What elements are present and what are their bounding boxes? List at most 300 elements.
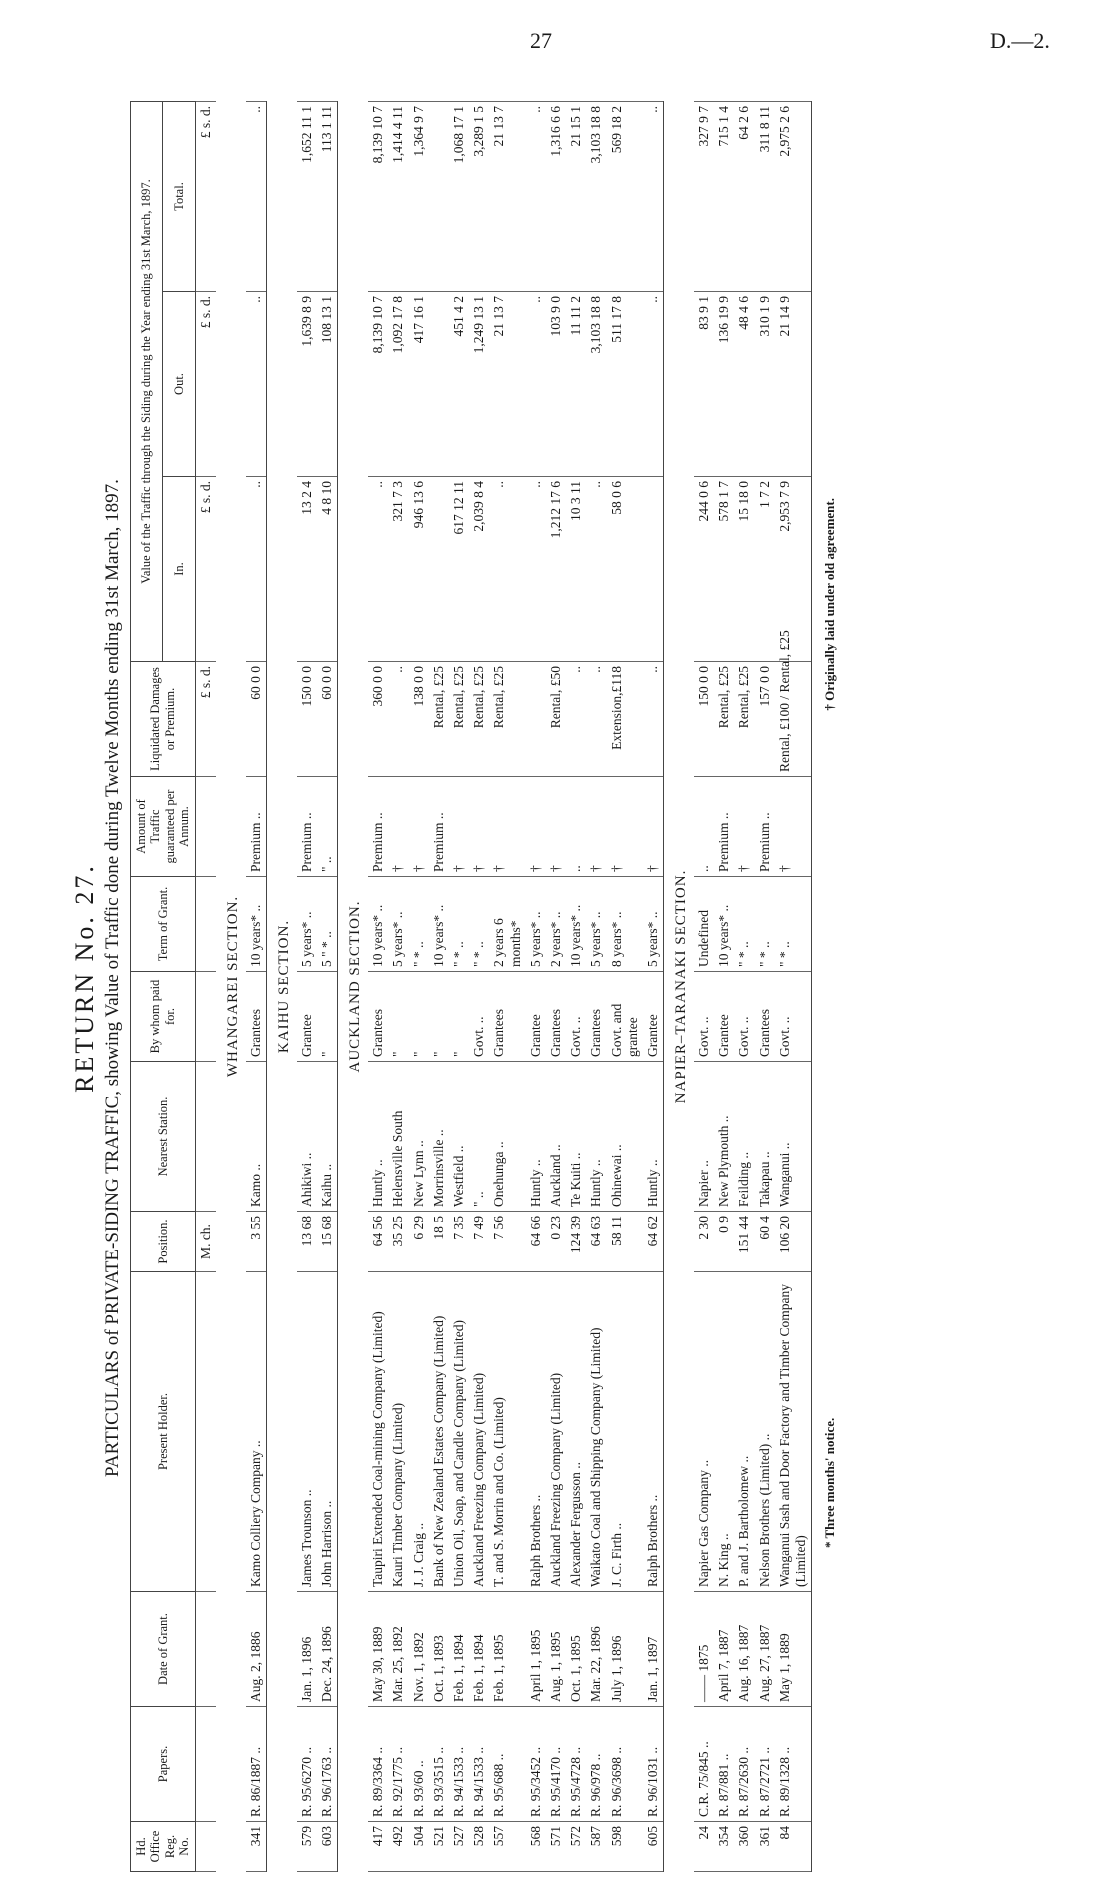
cell-total xyxy=(429,101,449,291)
cell-station: Huntly .. xyxy=(586,1062,606,1212)
cell-amount: Premium .. xyxy=(368,777,388,877)
cell-amount: Premium .. xyxy=(246,777,267,877)
cell-reg-no: 598 xyxy=(607,1822,643,1872)
cell-holder: Napier Gas Company .. xyxy=(694,1272,714,1592)
cell-date: Nov. 1, 1892 xyxy=(409,1592,429,1707)
cell-liquidated: 138 0 0 xyxy=(409,662,429,777)
cell-in: 946 13 6 xyxy=(409,477,429,662)
cell-date: Mar. 22, 1896 xyxy=(586,1592,606,1707)
cell-total: 21 13 7 xyxy=(489,101,525,291)
cell-station: Huntly .. xyxy=(643,1062,664,1212)
cell-liquidated: 150 0 0 xyxy=(694,662,714,777)
cell-holder: Ralph Brothers .. xyxy=(643,1272,664,1592)
section-heading xyxy=(338,101,369,1871)
cell-out: 136 19 9 xyxy=(714,292,734,477)
cell-term: 10 years* .. xyxy=(368,877,388,972)
col-term: Term of Grant. xyxy=(131,877,196,972)
cell-liquidated: Rental, £50 xyxy=(546,662,566,777)
cell-papers: R. 95/4170 .. xyxy=(546,1707,566,1822)
cell-amount: † xyxy=(775,777,812,877)
cell-liquidated: 157 0 0 xyxy=(755,662,775,777)
cell-station: New Plymouth .. xyxy=(714,1062,734,1212)
cell-papers: R. 95/4728 .. xyxy=(566,1707,586,1822)
footnote-dagger: † Originally laid under old agreement. xyxy=(822,498,838,711)
cell-in: .. xyxy=(368,477,388,662)
section-heading xyxy=(216,101,246,1871)
cell-station: Takapau .. xyxy=(755,1062,775,1212)
cell-position: 2 30 xyxy=(694,1212,714,1272)
cell-amount: † xyxy=(586,777,606,877)
cell-position: 106 20 xyxy=(775,1212,812,1272)
cell-date: April 1, 1895 xyxy=(526,1592,546,1707)
cell-holder: Wanganui Sash and Door Factory and Timber Company (Limited) xyxy=(775,1272,812,1592)
section-title: AUCKLAND SECTION. xyxy=(347,900,364,1073)
table-row xyxy=(469,101,489,1871)
cell-holder: Nelson Brothers (Limited) .. xyxy=(755,1272,775,1592)
cell-date: Jan. 1, 1897 xyxy=(643,1592,664,1707)
cell-paid-by: Govt. .. xyxy=(694,972,714,1062)
table-row xyxy=(449,101,469,1871)
cell-papers: R. 96/1031 .. xyxy=(643,1707,664,1822)
col-paid-by: By whom paid for. xyxy=(131,972,196,1062)
cell-date: Oct. 1, 1893 xyxy=(429,1592,449,1707)
cell-total: 3,103 18 8 xyxy=(586,101,606,291)
section-heading xyxy=(664,101,695,1871)
cell-reg-no: 557 xyxy=(489,1822,525,1872)
cell-papers: R. 87/2721 .. xyxy=(755,1707,775,1822)
table-row xyxy=(429,101,449,1871)
cell-paid-by: Grantee xyxy=(297,972,317,1062)
table-row xyxy=(643,101,664,1871)
cell-reg-no: 354 xyxy=(714,1822,734,1872)
cell-term: " * .. xyxy=(775,877,812,972)
cell-amount: † xyxy=(526,777,546,877)
cell-papers: R. 93/60 .. xyxy=(409,1707,429,1822)
cell-papers: R. 95/3452 .. xyxy=(526,1707,546,1822)
cell-out: 8,139 10 7 xyxy=(368,292,388,477)
cell-reg-no: 571 xyxy=(546,1822,566,1872)
cell-station: Westfield .. xyxy=(449,1062,469,1212)
footnotes xyxy=(822,498,838,1548)
cell-date: Feb. 1, 1894 xyxy=(449,1592,469,1707)
cell-liquidated: Rental, £25 xyxy=(714,662,734,777)
table-row xyxy=(714,101,734,1871)
cell-date: Feb. 1, 1895 xyxy=(489,1592,525,1707)
cell-liquidated: Rental, £25 xyxy=(489,662,525,777)
cell-paid-by: Grantees xyxy=(246,972,267,1062)
cell-total: 569 18 2 xyxy=(607,101,643,291)
cell-in: 10 3 11 xyxy=(566,477,586,662)
col-amount: Amount of Traffic guaranteed per Annum. xyxy=(131,777,196,877)
cell-term: " * .. xyxy=(734,877,754,972)
col-total: Total. xyxy=(163,101,195,291)
cell-holder: Kamo Colliery Company .. xyxy=(246,1272,267,1592)
cell-holder: P. and J. Bartholomew .. xyxy=(734,1272,754,1592)
cell-liquidated: .. xyxy=(388,662,408,777)
cell-date: Aug. 16, 1887 xyxy=(734,1592,754,1707)
cell-in: 1 7 2 xyxy=(755,477,775,662)
cell-station: Auckland .. xyxy=(546,1062,566,1212)
section-title: KAIHU SECTION. xyxy=(275,919,292,1054)
cell-station: Feilding .. xyxy=(734,1062,754,1212)
cell-station: Ahikiwi .. xyxy=(297,1062,317,1212)
table-row xyxy=(755,101,775,1871)
cell-position: 7 56 xyxy=(489,1212,525,1272)
cell-station: Huntly .. xyxy=(526,1062,546,1212)
cell-holder: Auckland Freezing Company (Limited) xyxy=(546,1272,566,1592)
cell-amount: Premium .. xyxy=(297,777,317,877)
cell-total: 2,975 2 6 xyxy=(775,101,812,291)
cell-in xyxy=(643,477,664,662)
cell-papers: R. 96/3698 .. xyxy=(607,1707,643,1822)
cell-reg-no: 568 xyxy=(526,1822,546,1872)
cell-in: 2,039 8 4 xyxy=(469,477,489,662)
cell-term: 10 years* .. xyxy=(429,877,449,972)
cell-position: 3 55 xyxy=(246,1212,267,1272)
cell-term: 5 " * .. xyxy=(317,877,338,972)
cell-station: Morrinsville .. xyxy=(429,1062,449,1212)
cell-date: —— 1875 xyxy=(694,1592,714,1707)
cell-liquidated: .. xyxy=(586,662,606,777)
cell-out: 1,249 13 1 xyxy=(469,292,489,477)
cell-out: 103 9 0 xyxy=(546,292,566,477)
cell-date: May 1, 1889 xyxy=(775,1592,812,1707)
units-position: M. ch. xyxy=(195,1212,216,1272)
cell-station: Ohinewai .. xyxy=(607,1062,643,1212)
section-title: NAPIER–TARANAKI SECTION. xyxy=(673,869,690,1104)
cell-liquidated: Rental, £25 xyxy=(469,662,489,777)
cell-amount: .. xyxy=(566,777,586,877)
cell-in: 2,953 7 9 xyxy=(775,477,812,662)
cell-reg-no: 492 xyxy=(388,1822,408,1872)
cell-holder: John Harrison .. xyxy=(317,1272,338,1592)
cell-position: 35 25 xyxy=(388,1212,408,1272)
cell-papers: R. 94/1533 .. xyxy=(449,1707,469,1822)
cell-in: 4 8 10 xyxy=(317,477,338,662)
cell-out: 511 17 8 xyxy=(607,292,643,477)
table-row xyxy=(775,101,812,1871)
cell-in: 321 7 3 xyxy=(388,477,408,662)
cell-out: 1,092 17 8 xyxy=(388,292,408,477)
cell-out: 3,103 18 8 xyxy=(586,292,606,477)
cell-date: Aug. 1, 1895 xyxy=(546,1592,566,1707)
cell-papers: R. 95/6270 .. xyxy=(297,1707,317,1822)
cell-in: .. xyxy=(586,477,606,662)
cell-out: 11 11 2 xyxy=(566,292,586,477)
page-number: 27 xyxy=(530,28,552,53)
cell-date: July 1, 1896 xyxy=(607,1592,643,1707)
cell-papers: R. 89/1328 .. xyxy=(775,1707,812,1822)
cell-reg-no: 605 xyxy=(643,1822,664,1872)
cell-reg-no: 527 xyxy=(449,1822,469,1872)
cell-term: 2 years 6 months* xyxy=(489,877,525,972)
table-row xyxy=(526,101,546,1871)
cell-reg-no: 572 xyxy=(566,1822,586,1872)
cell-term: 5 years* .. xyxy=(297,877,317,972)
cell-amount: † xyxy=(449,777,469,877)
cell-amount: Premium .. xyxy=(755,777,775,877)
cell-date: Mar. 25, 1892 xyxy=(388,1592,408,1707)
cell-liquidated: Extension,£118 xyxy=(607,662,643,777)
cell-out: 108 13 1 xyxy=(317,292,338,477)
cell-amount: † xyxy=(409,777,429,877)
cell-paid-by: Govt. .. xyxy=(734,972,754,1062)
cell-papers: R. 89/3364 .. xyxy=(368,1707,388,1822)
cell-holder: J. C. Firth .. xyxy=(607,1272,643,1592)
table-row xyxy=(388,101,408,1871)
cell-amount: † xyxy=(607,777,643,877)
cell-in: .. xyxy=(246,477,267,662)
footnote-star: * Three months' notice. xyxy=(822,1417,838,1548)
cell-term: 5 years* .. xyxy=(526,877,546,972)
cell-in: 58 0 6 xyxy=(607,477,643,662)
cell-in: 578 1 7 xyxy=(714,477,734,662)
cell-in: 15 18 0 xyxy=(734,477,754,662)
cell-in xyxy=(429,477,449,662)
cell-papers: R. 92/1775 .. xyxy=(388,1707,408,1822)
cell-total: 21 15 1 xyxy=(566,101,586,291)
table-row xyxy=(409,101,429,1871)
cell-position: 58 11 xyxy=(607,1212,643,1272)
cell-total: 8,139 10 7 xyxy=(368,101,388,291)
cell-total: 1,364 9 7 xyxy=(409,101,429,291)
cell-paid-by: Grantees xyxy=(489,972,525,1062)
cell-amount: † xyxy=(489,777,525,877)
cell-paid-by: " xyxy=(317,972,338,1062)
cell-paid-by: " xyxy=(449,972,469,1062)
cell-holder: Alexander Fergusson .. xyxy=(566,1272,586,1592)
cell-out: .. xyxy=(246,292,267,477)
table-body xyxy=(216,101,812,1871)
cell-amount: † xyxy=(546,777,566,877)
cell-out: 21 13 7 xyxy=(489,292,525,477)
cell-papers: R. 96/1763 .. xyxy=(317,1707,338,1822)
cell-paid-by: Govt. and grantee xyxy=(607,972,643,1062)
table-row xyxy=(694,101,714,1871)
cell-holder: N. King .. xyxy=(714,1272,734,1592)
cell-reg-no: 361 xyxy=(755,1822,775,1872)
cell-holder: Union Oil, Soap, and Candle Company (Limited) xyxy=(449,1272,469,1592)
units-total: £ s. d. xyxy=(195,101,216,291)
cell-holder: Ralph Brothers .. xyxy=(526,1272,546,1592)
cell-out: 48 4 6 xyxy=(734,292,754,477)
col-value-group: Value of the Traffic through the Siding during the Year ending 31st March, 1897. xyxy=(131,101,163,661)
cell-station: Onehunga .. xyxy=(489,1062,525,1212)
table-row xyxy=(566,101,586,1871)
cell-liquidated: 150 0 0 xyxy=(297,662,317,777)
cell-amount: Premium .. xyxy=(714,777,734,877)
cell-amount: † xyxy=(469,777,489,877)
cell-term: 2 years* .. xyxy=(546,877,566,972)
cell-date: Oct. 1, 1895 xyxy=(566,1592,586,1707)
cell-holder: Waikato Coal and Shipping Company (Limited) xyxy=(586,1272,606,1592)
cell-in: 244 0 6 xyxy=(694,477,714,662)
cell-total: 113 1 11 xyxy=(317,101,338,291)
cell-reg-no: 528 xyxy=(469,1822,489,1872)
cell-liquidated: 360 0 0 xyxy=(368,662,388,777)
cell-liquidated xyxy=(526,662,546,777)
cell-term: 10 years* .. xyxy=(566,877,586,972)
cell-position: 6 29 xyxy=(409,1212,429,1272)
cell-reg-no: 24 xyxy=(694,1822,714,1872)
table-row xyxy=(317,101,338,1871)
cell-total: 1,316 6 6 xyxy=(546,101,566,291)
cell-out xyxy=(429,292,449,477)
cell-in: 1,212 17 6 xyxy=(546,477,566,662)
cell-date: Jan. 1, 1896 xyxy=(297,1592,317,1707)
cell-amount: † xyxy=(388,777,408,877)
rotated-table-page xyxy=(62,78,1092,1878)
cell-paid-by: Grantees xyxy=(755,972,775,1062)
cell-in: .. xyxy=(489,477,525,662)
cell-amount: † xyxy=(643,777,664,877)
cell-liquidated: Rental, £25 xyxy=(449,662,469,777)
document-reference: D.—2. xyxy=(990,28,1050,53)
cell-in: .. xyxy=(526,477,546,662)
col-liquidated: Liquidated Damages or Premium. xyxy=(131,662,196,777)
cell-paid-by: Govt. .. xyxy=(469,972,489,1062)
col-holder: Present Holder. xyxy=(131,1272,196,1592)
cell-position: 13 68 xyxy=(297,1212,317,1272)
col-papers: Papers. xyxy=(131,1707,196,1822)
table-header xyxy=(131,101,216,1871)
cell-out: 1,639 8 9 xyxy=(297,292,317,477)
cell-term: 10 years* .. xyxy=(714,877,734,972)
cell-paid-by: Govt. .. xyxy=(775,972,812,1062)
cell-out: 310 1 9 xyxy=(755,292,775,477)
table-row xyxy=(489,101,525,1871)
cell-liquidated: .. xyxy=(566,662,586,777)
cell-station: Te Kuiti .. xyxy=(566,1062,586,1212)
cell-reg-no: 84 xyxy=(775,1822,812,1872)
cell-paid-by: Grantees xyxy=(368,972,388,1062)
cell-liquidated: .. xyxy=(643,662,664,777)
cell-reg-no: 341 xyxy=(246,1822,267,1872)
cell-position: 0 9 xyxy=(714,1212,734,1272)
cell-papers: R. 95/688 .. xyxy=(489,1707,525,1822)
cell-in: 13 2 4 xyxy=(297,477,317,662)
cell-station: Wanganui .. xyxy=(775,1062,812,1212)
cell-station: Kamo .. xyxy=(246,1062,267,1212)
cell-reg-no: 579 xyxy=(297,1822,317,1872)
cell-station: Napier .. xyxy=(694,1062,714,1212)
cell-date: Feb. 1, 1894 xyxy=(469,1592,489,1707)
cell-total: .. xyxy=(246,101,267,291)
cell-paid-by: Grantees xyxy=(546,972,566,1062)
cell-term: 5 years* .. xyxy=(586,877,606,972)
cell-position: 15 68 xyxy=(317,1212,338,1272)
cell-date: Dec. 24, 1896 xyxy=(317,1592,338,1707)
siding-traffic-table xyxy=(130,101,812,1872)
cell-holder: James Trounson .. xyxy=(297,1272,317,1592)
cell-date: Aug. 2, 1886 xyxy=(246,1592,267,1707)
cell-position: 64 56 xyxy=(368,1212,388,1272)
cell-out: 21 14 9 xyxy=(775,292,812,477)
cell-reg-no: 504 xyxy=(409,1822,429,1872)
cell-position: 60 4 xyxy=(755,1212,775,1272)
cell-amount: Premium .. xyxy=(429,777,449,877)
cell-papers: R. 87/2630 .. xyxy=(734,1707,754,1822)
cell-position: 124 39 xyxy=(566,1212,586,1272)
cell-paid-by: Grantee xyxy=(643,972,664,1062)
cell-position: 7 35 xyxy=(449,1212,469,1272)
cell-position: 18 5 xyxy=(429,1212,449,1272)
return-title: RETURN No. 27. xyxy=(70,863,99,1093)
cell-term: " * .. xyxy=(409,877,429,972)
cell-station: New Lynn .. xyxy=(409,1062,429,1212)
cell-total: 64 2 6 xyxy=(734,101,754,291)
cell-holder: Kauri Timber Company (Limited) xyxy=(388,1272,408,1592)
cell-station: Helensville South xyxy=(388,1062,408,1212)
cell-out: 83 9 1 xyxy=(694,292,714,477)
cell-total: .. xyxy=(526,101,546,291)
cell-position: 0 23 xyxy=(546,1212,566,1272)
cell-out: 451 4 2 xyxy=(449,292,469,477)
cell-in: 617 12 11 xyxy=(449,477,469,662)
cell-holder: T. and S. Morrin and Co. (Limited) xyxy=(489,1272,525,1592)
table-row xyxy=(297,101,317,1871)
cell-paid-by: Grantee xyxy=(526,972,546,1062)
cell-term: " * .. xyxy=(755,877,775,972)
cell-paid-by: Grantee xyxy=(714,972,734,1062)
cell-holder: Bank of New Zealand Estates Company (Limited) xyxy=(429,1272,449,1592)
cell-position: 64 66 xyxy=(526,1212,546,1272)
cell-total: 327 9 7 xyxy=(694,101,714,291)
cell-reg-no: 603 xyxy=(317,1822,338,1872)
table-row xyxy=(368,101,388,1871)
cell-liquidated: 60 0 0 xyxy=(246,662,267,777)
cell-papers: C.R. 75/845 .. xyxy=(694,1707,714,1822)
cell-reg-no: 521 xyxy=(429,1822,449,1872)
units-in: £ s. d. xyxy=(195,477,216,662)
cell-total: 715 1 4 xyxy=(714,101,734,291)
cell-date: April 7, 1887 xyxy=(714,1592,734,1707)
cell-position: 151 44 xyxy=(734,1212,754,1272)
cell-term: " * .. xyxy=(469,877,489,972)
col-station: Nearest Station. xyxy=(131,1062,196,1212)
table-row xyxy=(586,101,606,1871)
cell-out: .. xyxy=(643,292,664,477)
section-heading xyxy=(266,101,297,1871)
cell-papers: R. 94/1533 .. xyxy=(469,1707,489,1822)
cell-amount: .. xyxy=(694,777,714,877)
cell-total: 1,652 11 1 xyxy=(297,101,317,291)
cell-total: 1,414 4 11 xyxy=(388,101,408,291)
cell-term: 5 years* .. xyxy=(643,877,664,972)
col-office-reg: Hd. Office Reg. No. xyxy=(131,1822,196,1872)
table-row xyxy=(607,101,643,1871)
cell-station: Kaihu .. xyxy=(317,1062,338,1212)
cell-holder: Auckland Freezing Company (Limited) xyxy=(469,1272,489,1592)
cell-position: 64 62 xyxy=(643,1212,664,1272)
col-in: In. xyxy=(163,477,195,662)
cell-reg-no: 360 xyxy=(734,1822,754,1872)
cell-term: 10 years* .. xyxy=(246,877,267,972)
units-liquidated: £ s. d. xyxy=(195,662,216,777)
cell-total: .. xyxy=(643,101,664,291)
table-row xyxy=(546,101,566,1871)
cell-position: 64 63 xyxy=(586,1212,606,1272)
table-subtitle: PARTICULARS of PRIVATE-SIDING TRAFFIC, showing Value of Traffic done during Twelve Months ending 31st March, 1897. xyxy=(102,479,123,1477)
cell-liquidated: Rental, £25 xyxy=(429,662,449,777)
cell-liquidated: Rental, £100 / Rental, £25 xyxy=(775,662,812,777)
cell-paid-by: " xyxy=(388,972,408,1062)
cell-date: May 30, 1889 xyxy=(368,1592,388,1707)
section-title: WHANGAREI SECTION. xyxy=(224,895,241,1078)
cell-term: " * .. xyxy=(449,877,469,972)
col-position: Position. xyxy=(131,1212,196,1272)
cell-papers: R. 93/3515 .. xyxy=(429,1707,449,1822)
